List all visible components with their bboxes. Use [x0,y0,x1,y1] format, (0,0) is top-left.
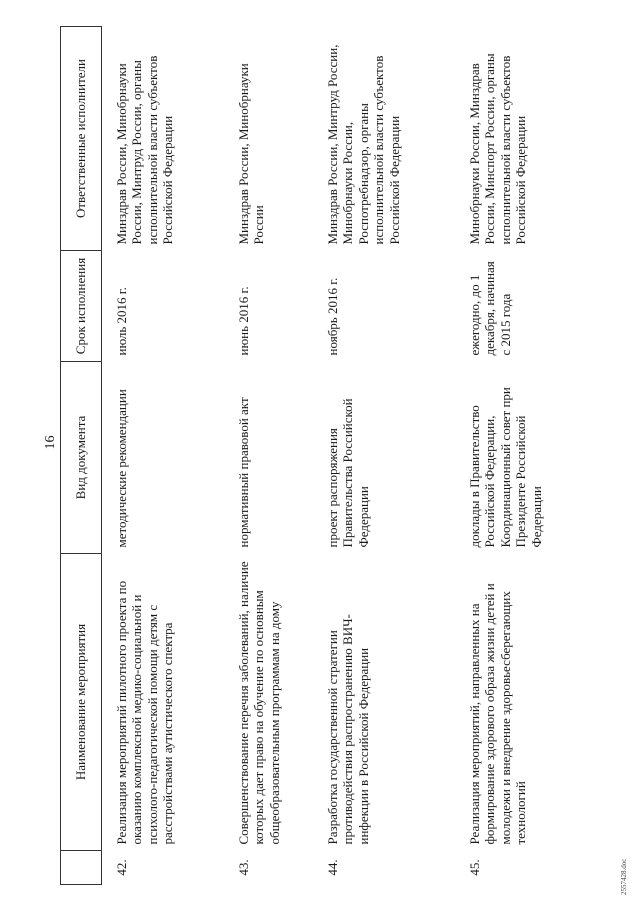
document-file-id: 2557428.doc [620,858,628,895]
deadline: ноябрь 2016 г. [324,277,340,356]
table-row [463,27,605,885]
header-number [61,851,102,885]
header-deadline: Срок исполнения [61,251,102,362]
row-number: 44. [324,859,340,876]
document-type: методические рекомендации [114,389,129,548]
document-type: проект распоряжения Правительства Российской Федерации [324,398,371,548]
measure-name: Реализация мероприятий, направленных на формирование здорового образа жизни детей и молодежи и внедрение здоровьесберегающих технологий [466,583,529,845]
table-header-row [61,27,102,885]
document-type: нормативный правовой акт [235,397,251,548]
measure-name: Реализация мероприятий пилотного проекта по оказанию комплексной медико-социальной и психолого-педагогической помощи детям с расстройствами аутистического спектра [114,580,176,845]
row-number: 45. [466,859,482,876]
table-row [321,27,463,885]
responsible: Минздрав России, Минобрнауки России, Минтруд России, органы исполнительной власти субъектов Российской Федерации [114,55,176,245]
deadline: июль 2016 г. [114,287,129,356]
measure-name: Совершенствование перечня заболеваний, наличие которых дает право на обучение по основным общеобразовательным программам на дому [235,561,282,845]
responsible: Минобрнауки России, Минздрав России, Минспорт России, органы исполнительной власти субъектов Российской Федерации [466,53,529,245]
table-row [102,27,232,885]
deadline: июнь 2016 г. [235,286,251,356]
header-measure-name: Наименование мероприятия [61,554,102,851]
deadline: ежегодно, до 1 декабря, начиная с 2015 года [466,261,513,356]
header-responsible: Ответственные исполнители [61,27,102,251]
page-number: 16 [43,435,58,450]
row-number: 42. [114,859,129,876]
document-type: доклады в Правительство Российской Федерации, Координационный совет при Президенте Российской Федерации [466,387,544,548]
row-number: 43. [235,859,251,876]
measures-table [60,26,605,885]
table-row [232,27,321,885]
responsible: Минздрав России, Минтруд России, Минобрнауки России, Роспотребнадзор, органы исполнительной власти субъектов Российской Федерации [324,44,402,245]
header-document-type: Вид документа [61,362,102,554]
responsible: Минздрав России, Минобрнауки России [235,63,267,245]
measure-name: Разработка государственной стратегии противодействия распространению ВИЧ-инфекции в Российской Федерации [324,614,371,845]
